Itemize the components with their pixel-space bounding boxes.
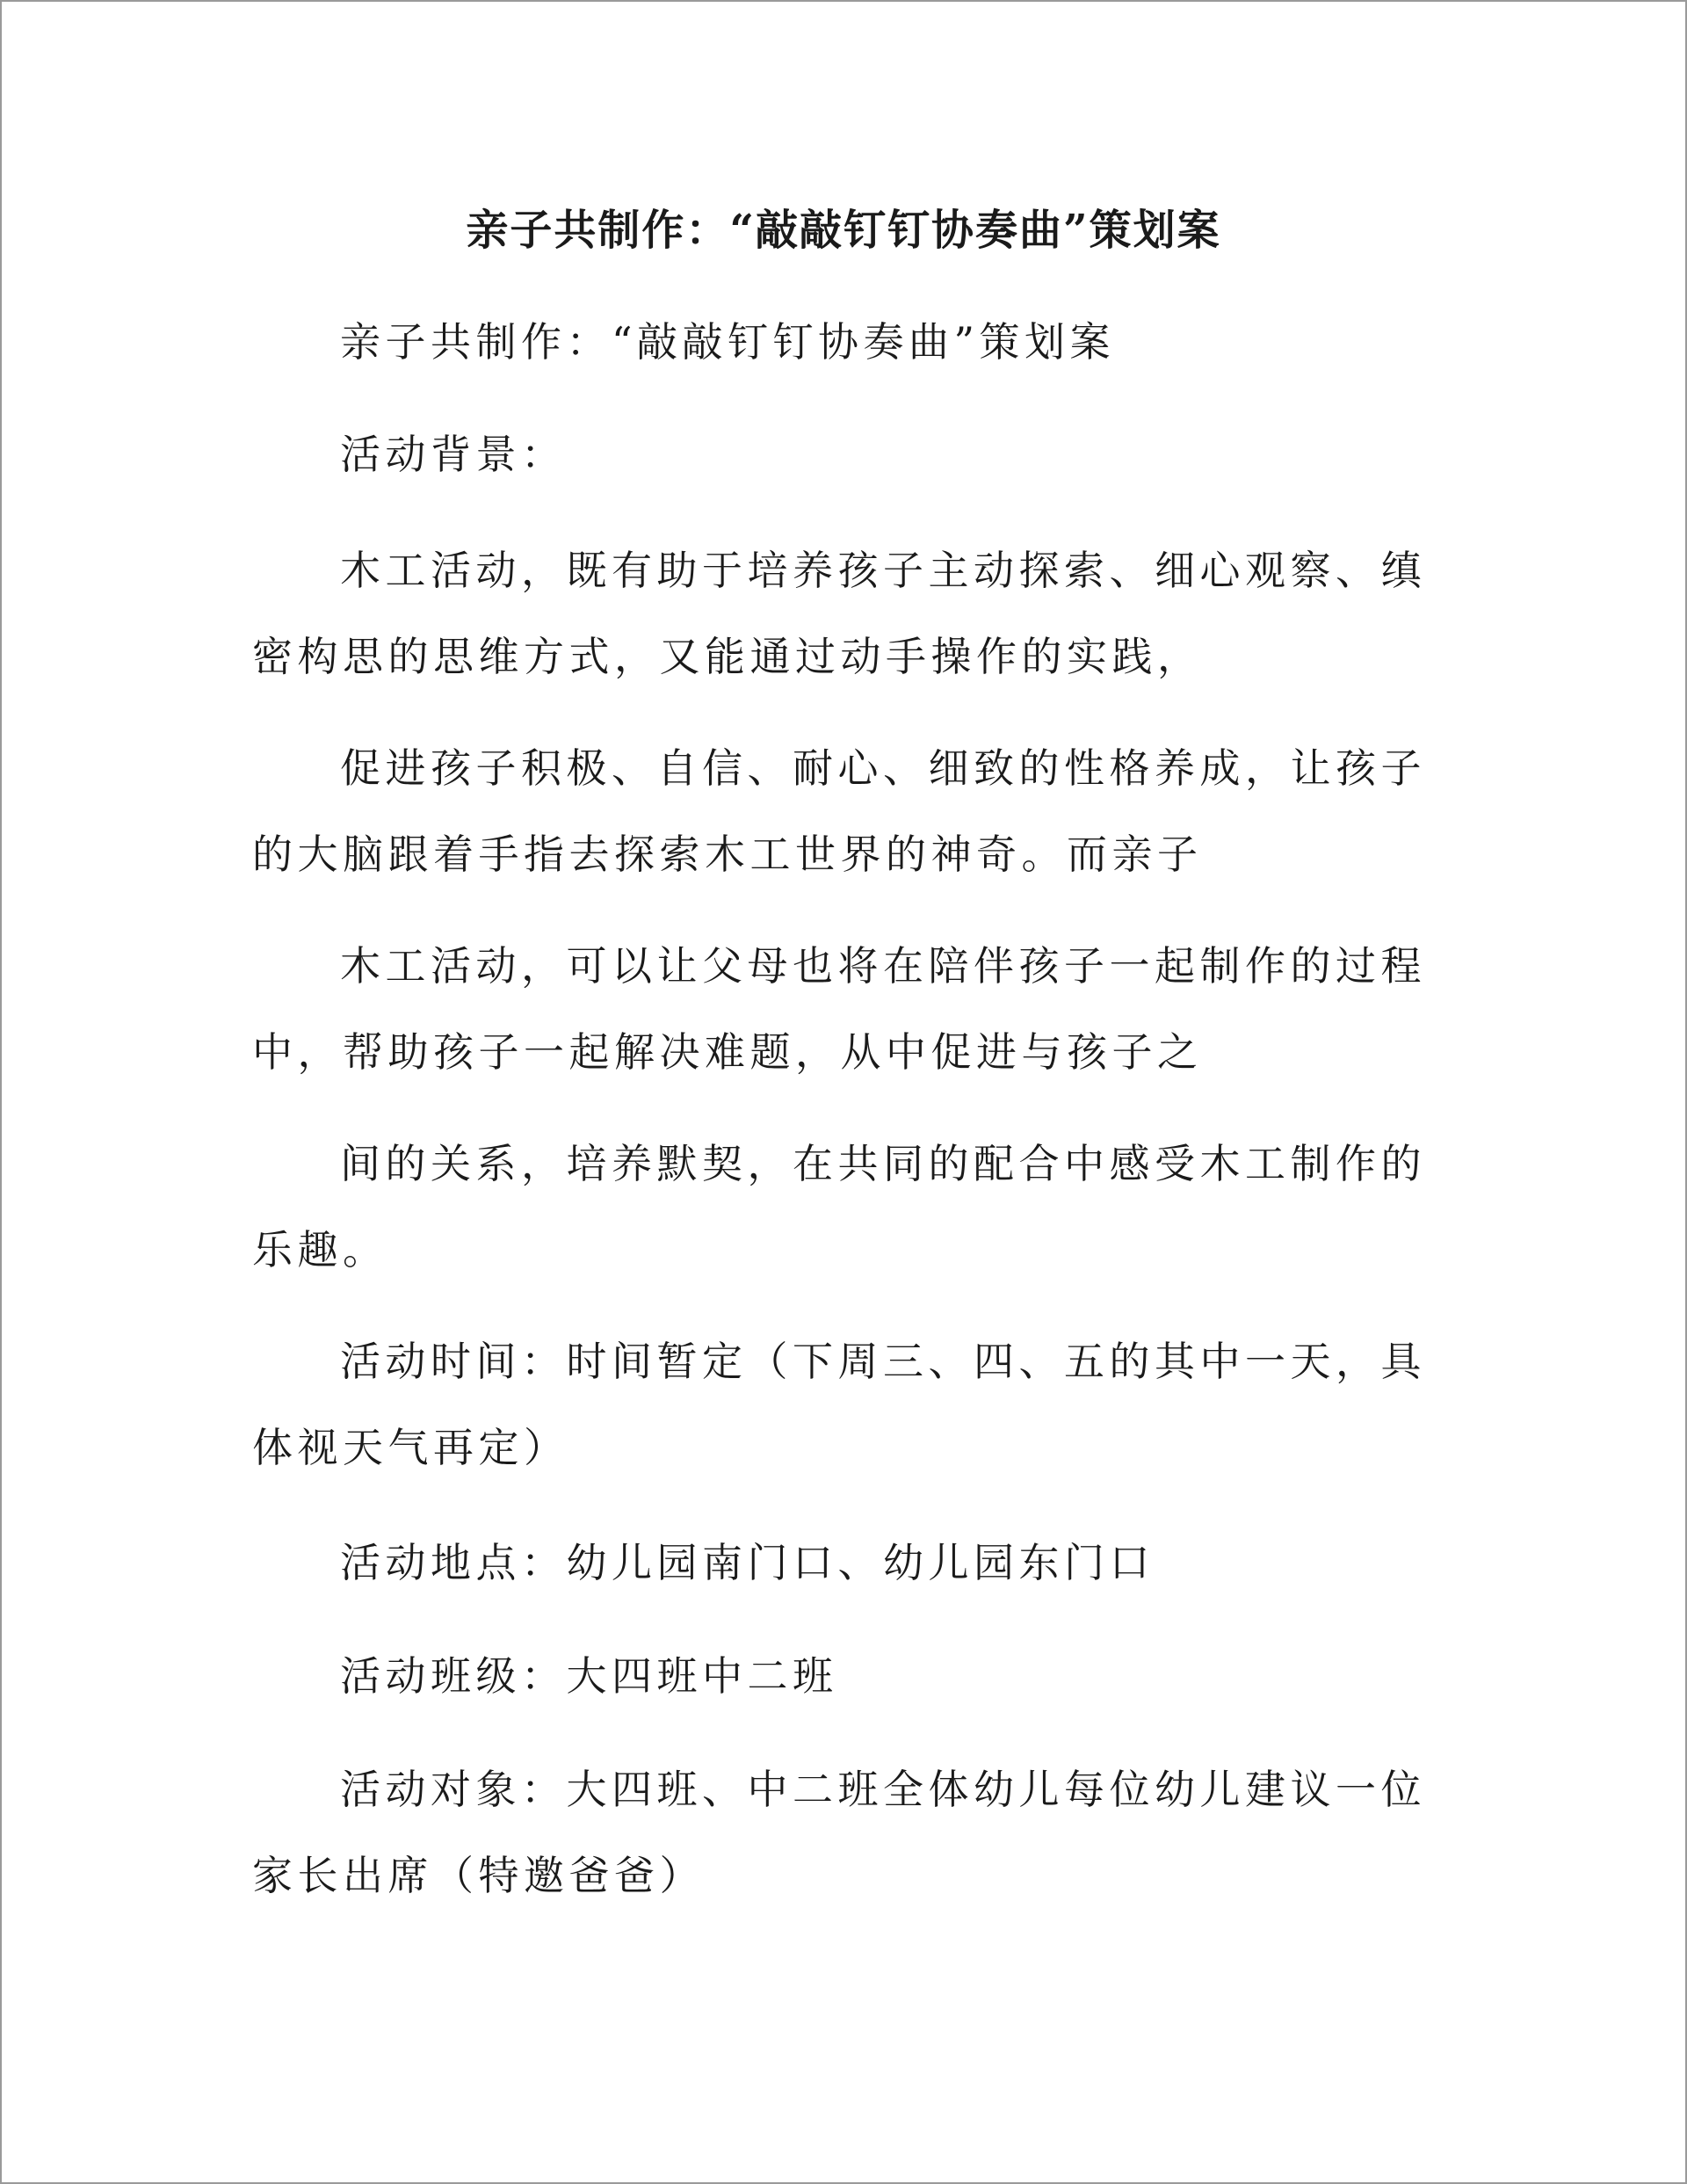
paragraph-background-1: 木工活动，既有助于培养孩子主动探索、细心观察、缜密构思的思维方式，又能通过动手操作的实践， [252, 547, 1426, 680]
paragraph-activity-time: 活动时间：时间暂定（下周三、四、五的其中一天，具体视天气再定） [252, 1338, 1426, 1471]
paragraph-background-3: 木工活动，可以让父母也将在陪伴孩子一起制作的过程中，帮助孩子一起解决难题，从中促进与孩子之 [252, 942, 1426, 1076]
paragraph-background-4: 间的关系，培养默契，在共同的配合中感受木工制作的乐趣。 [252, 1140, 1426, 1273]
paragraph-background-heading: 活动背景： [340, 431, 567, 478]
paragraph-background-2: 促进孩子积极、自信、耐心、细致的性格养成，让孩子的大脑跟着手指去探索木工世界的神奇。而亲子 [252, 744, 1426, 878]
paragraph-activity-location: 活动地点：幼儿园南门口、幼儿园东门口 [340, 1539, 1155, 1586]
paragraph-subtitle: 亲子共制作：“敲敲钉钉协奏曲”策划案 [340, 318, 1116, 366]
paragraph-activity-classes: 活动班级：大四班中二班 [340, 1652, 838, 1700]
paragraph-activity-participants: 活动对象：大四班、中二班全体幼儿每位幼儿建议一位家长出席（特邀爸爸） [252, 1766, 1426, 1899]
document-title: 亲子共制作：“敲敲钉钉协奏曲”策划案 [466, 206, 1221, 255]
